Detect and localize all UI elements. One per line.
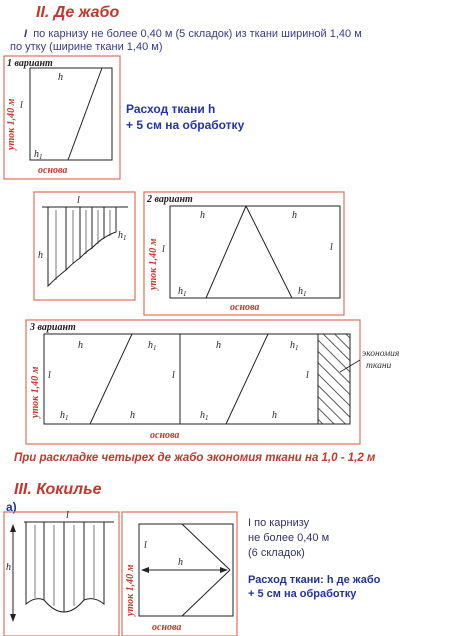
intro-line-2: по утку (ширине ткани 1,40 м) xyxy=(10,41,163,53)
variant-1-warp: основа xyxy=(38,165,68,176)
variant-3-h1-2: $h_1$ xyxy=(290,340,299,352)
variant-3-frame xyxy=(26,320,360,444)
variant-2-weft: уток 1,40 м xyxy=(148,238,159,290)
economy-label-2: ткани xyxy=(366,361,392,371)
variant-2-h1-left: $h_1$ xyxy=(178,286,187,298)
variant-2-h1-right: $h_1$ xyxy=(298,286,307,298)
variant-3-h-2: h xyxy=(216,340,221,351)
section-3-title: III. Кокилье xyxy=(14,481,102,498)
jabot-h1: $h_1$ xyxy=(118,230,127,242)
kokilye-h: h xyxy=(6,562,11,573)
variant-3-label: 3 вариант xyxy=(30,322,76,333)
variant-2-label: 2 вариант xyxy=(147,194,193,205)
intro-text-1: по карнизу не более 0,40 м (5 складок) из ткани шириной 1,40 м xyxy=(33,28,362,40)
consumption-line-2: + 5 см на обработку xyxy=(126,118,245,132)
variant-3-warp: основа xyxy=(150,430,180,441)
kokilye-info-2: не более 0,40 м xyxy=(248,532,330,544)
variant-1-h1: $h_1$ xyxy=(34,149,43,161)
variant-3-h-1: h xyxy=(78,340,83,351)
kokilye-warp: основа xyxy=(152,622,182,633)
variant-3-l-2: l xyxy=(172,370,175,381)
kokilye-cons-1: Расход ткани: h де жабо xyxy=(248,574,381,586)
jabot-h: h xyxy=(38,250,43,261)
kokilye-layout-l: l xyxy=(144,540,147,551)
variant-2-panel xyxy=(170,206,340,298)
economy-label-1: экономия xyxy=(362,349,400,359)
variant-1-weft: уток 1,40 м xyxy=(6,98,17,150)
variant-2-l-right: l xyxy=(330,242,333,253)
variant-2-l-left: l xyxy=(162,244,165,255)
variant-1-cut-line xyxy=(68,68,102,160)
variant-3-l-1: l xyxy=(48,370,51,381)
jabot-l: l xyxy=(77,195,80,206)
variant-2-warp: основа xyxy=(230,302,260,313)
variant-1-l: l xyxy=(20,100,23,111)
variant-1-label: 1 вариант xyxy=(7,58,53,69)
kokilye-illustration xyxy=(4,510,119,636)
variant-3-l-3: l xyxy=(306,370,309,381)
variant-2-h-right: h xyxy=(292,210,297,221)
variant-3-h1-4: $h_1$ xyxy=(200,410,209,422)
jabot-illustration xyxy=(34,192,135,300)
economy-hatch xyxy=(318,334,350,424)
section-2-title: II. Де жабо xyxy=(36,4,120,21)
variant-1-panel xyxy=(30,68,112,160)
variant-1-h: h xyxy=(58,72,63,83)
variant-3-weft: уток 1,40 м xyxy=(30,366,41,418)
kokilye-l: l xyxy=(66,510,69,521)
kokilye-info-3: (6 складок) xyxy=(248,547,305,559)
kokilye-illustration-frame xyxy=(4,512,119,636)
variant-1-diagram xyxy=(4,56,120,179)
economy-note: При раскладке четырех де жабо экономия ткани на 1,0 - 1,2 м xyxy=(14,452,376,464)
kokilye-layout-h: h xyxy=(178,557,183,568)
variant-3-h-3: h xyxy=(130,410,135,421)
variant-3-diagram xyxy=(26,320,399,444)
consumption-line-1: Расход ткани h xyxy=(126,102,216,116)
kokilye-layout xyxy=(122,512,237,636)
variant-2-diagram xyxy=(144,192,344,315)
kokilye-cons-2: + 5 см на обработку xyxy=(248,588,357,600)
variant-3-h-4: h xyxy=(272,410,277,421)
section-3-sub: а) xyxy=(6,500,17,514)
variant-3-h1-3: $h_1$ xyxy=(60,410,69,422)
variant-2-h-left: h xyxy=(200,210,205,221)
kokilye-weft: уток 1,40 м xyxy=(125,564,136,616)
kokilye-info-1: I по карнизу xyxy=(248,517,310,529)
variant-3-panel xyxy=(44,334,350,424)
jabot-frame xyxy=(34,192,135,300)
variant-3-h1-1: $h_1$ xyxy=(148,340,157,352)
intro-num: I xyxy=(24,28,28,40)
